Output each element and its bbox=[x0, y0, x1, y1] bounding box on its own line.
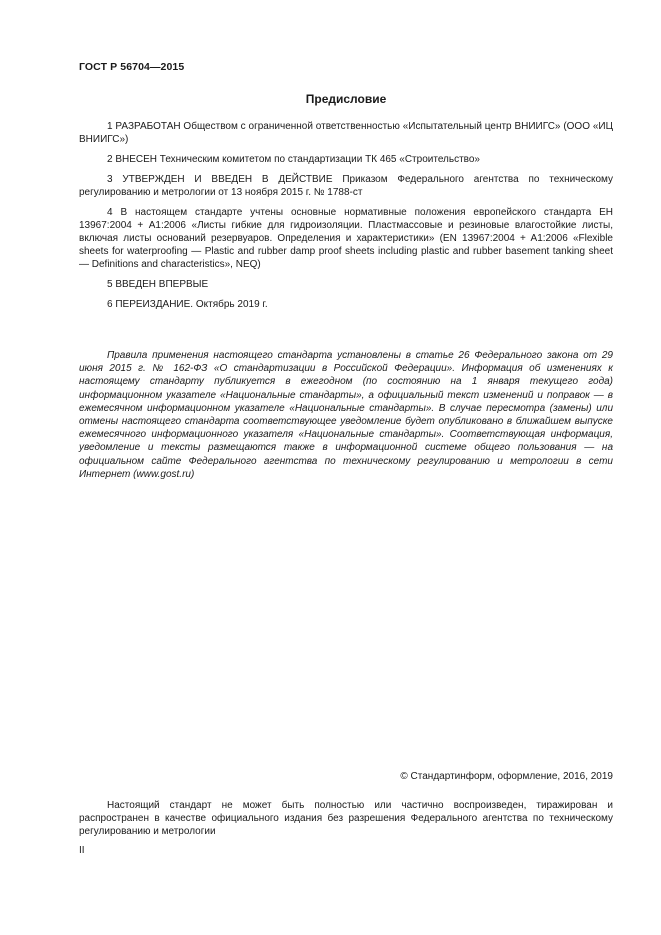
preface-item-1: 1 РАЗРАБОТАН Обществом с ограниченной ответственностью «Испытательный центр ВНИИГС» (ООО «ИЦ ВНИИГС») bbox=[79, 121, 613, 145]
preface-item-4: 4 В настоящем стандарте учтены основные нормативные положения европейского стандарта ЕН 13967:2004 + А1:2006 «Листы гибкие для гидроизоляции. Пластмассовые и резиновые влагостойкие листы, включая листы оснований резервуаров. Определения и характеристики» (EN 13967:2004 + A1:2006 «Flexible sheets for waterproofing — Plastic and rubber damp proof sheets including plastic and rubber basement tanking sheet — Definitions and characteristics», NEQ) bbox=[79, 207, 613, 270]
reproduction-notice: Настоящий стандарт не может быть полностью или частично воспроизведен, тиражирован и распространен в качестве официального издания без разрешения Федерального агентства по техническому регулированию и метрологии bbox=[79, 800, 613, 837]
preface-title: Предисловие bbox=[305, 92, 387, 106]
copyright-line: © Стандартинформ, оформление, 2016, 2019 bbox=[400, 771, 613, 782]
preface-item-2: 2 ВНЕСЕН Техническим комитетом по стандартизации ТК 465 «Строительство» bbox=[107, 154, 480, 165]
preface-list bbox=[79, 120, 613, 318]
standard-code: ГОСТ Р 56704—2015 bbox=[79, 61, 185, 73]
page-number: II bbox=[79, 845, 85, 856]
preface-item-5: 5 ВВЕДЕН ВПЕРВЫЕ bbox=[107, 279, 209, 290]
preface-item-6: 6 ПЕРЕИЗДАНИЕ. Октябрь 2019 г. bbox=[107, 299, 268, 310]
rules-notice: Правила применения настоящего стандарта установлены в статье 26 Федерального закона от 29 июня 2015 г. № 162-ФЗ «О стандартизации в Российской Федерации». Информация об изменениях к настоящему стандарту публикуется в ежегодном (по состоянию на 1 января текущего года) информационном указателе «Национальные стандарты», а официальный текст изменений и поправок — в ежемесячном информационном указателе «Национальные стандарты». В случае пересмотра (замены) или отмены настоящего стандарта соответствующее уведомление будет опубликовано в ближайшем выпуске ежемесячного информационного указателя «Национальные стандарты». Соответствующая информация, уведомление и тексты размещаются также в информационной системе общего пользования — на официальном сайте Федерального агентства по техническому регулированию и метрологии в сети Интернет (www.gost.ru) bbox=[79, 350, 613, 480]
preface-item-3: 3 УТВЕРЖДЕН И ВВЕДЕН В ДЕЙСТВИЕ Приказом Федерального агентства по техническому регулированию и метрологии от 13 ноября 2015 г. № 1788-ст bbox=[79, 174, 613, 198]
